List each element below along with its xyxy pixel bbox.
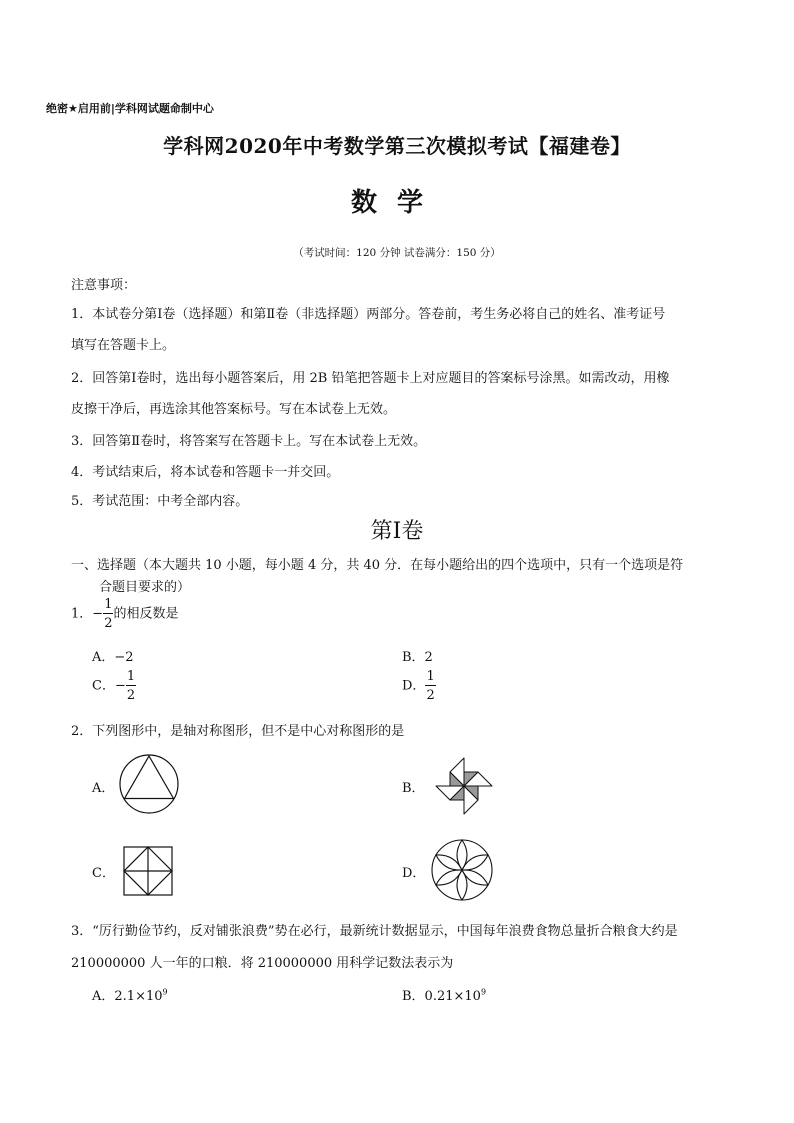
question-1 — [71, 598, 178, 630]
q1-minus: − — [92, 606, 104, 622]
confidential-label: 绝密★启用前|学科网试题命制中心 — [46, 102, 214, 115]
question-2: 2．下列图形中，是轴对称图形，但不是中心对称图形的是 — [71, 724, 405, 739]
section-title: 第Ⅰ卷 — [370, 519, 424, 544]
q3-option-b-exponent: 9 — [480, 987, 487, 997]
time-info: （考试时间：120 分钟 试卷满分：150 分） — [293, 247, 501, 259]
q1-fraction — [103, 598, 113, 630]
q1-option-d-fraction — [425, 670, 435, 702]
exam-title: 学科网2020年中考数学第三次模拟考试【福建卷】 — [163, 134, 631, 158]
question-3-line-1: 3．“厉行勤俭节约，反对铺张浪费”势在必行，最新统计数据显示，中国每年浪费食物总量折合粮食大约是 — [71, 924, 678, 939]
q3-option-b — [402, 985, 486, 1004]
note-line: 3．回答第Ⅱ卷时，将答案写在答题卡上。写在本试卷上无效。 — [71, 434, 427, 449]
q3-option-a-base: A．2.1×10 — [92, 989, 163, 1004]
q3-option-a — [92, 985, 168, 1004]
pinwheel-icon — [430, 752, 498, 820]
note-line: 皮擦干净后，再选涂其他答案标号。写在本试卷上无效。 — [71, 402, 397, 417]
numerator: 1 — [126, 669, 136, 684]
q2-option-a: A． — [92, 781, 115, 796]
q1-option-c-minus: − — [114, 678, 126, 694]
note-line: 4．考试结束后，将本试卷和答题卡一并交回。 — [71, 465, 340, 480]
q1-option-d — [402, 670, 436, 702]
square-with-inscribed-diamond-icon — [122, 845, 174, 897]
note-line: 填写在答题卡上。 — [71, 338, 176, 353]
six-petal-flower-icon — [430, 838, 494, 902]
q1-option-a: A．−2 — [92, 650, 134, 665]
triangle-in-circle-icon — [118, 753, 180, 815]
q3-option-a-exponent: 9 — [162, 987, 168, 997]
part-heading: 一、选择题（本大题共 10 小题，每小题 4 分，共 40 分．在每小题给出的四个选项中，只有一个选项是符 — [71, 558, 684, 573]
q1-option-b: B．2 — [402, 650, 433, 665]
part-heading-cont: 合题目要求的） — [99, 580, 191, 595]
denominator: 2 — [426, 688, 435, 703]
q2-option-c: C． — [92, 866, 115, 881]
q3-option-b-base: B．0.21×10 — [402, 989, 481, 1004]
q1-option-c-label: C． — [92, 678, 115, 694]
q1-option-c — [92, 670, 136, 702]
note-line: 2．回答第Ⅰ卷时，选出每小题答案后，用 2B 铅笔把答题卡上对应题目的答案标号涂黑。如需改动，用橡 — [71, 371, 670, 386]
note-line: 5．考试范围：中考全部内容。 — [71, 494, 249, 509]
q2-option-d: D． — [402, 866, 426, 881]
note-line: 1．本试卷分第Ⅰ卷（选择题）和第Ⅱ卷（非选择题）两部分。答卷前，考生务必将自己的姓名、准考证号 — [71, 307, 666, 322]
notes-heading: 注意事项： — [71, 278, 137, 293]
numerator: 1 — [426, 669, 435, 684]
q2-option-b: B． — [402, 781, 425, 796]
q1-number: 1． — [71, 606, 93, 622]
subject-title: 数学 — [350, 188, 443, 218]
q1-text: 的相反数是 — [113, 606, 179, 622]
q1-option-c-fraction — [126, 670, 136, 702]
q1-denominator: 2 — [104, 616, 113, 631]
q1-option-d-label: D． — [402, 678, 426, 694]
q1-numerator: 1 — [104, 597, 113, 612]
question-3-line-2: 210000000 人一年的口粮．将 210000000 用科学记数法表示为 — [71, 956, 454, 971]
denominator: 2 — [126, 688, 136, 703]
